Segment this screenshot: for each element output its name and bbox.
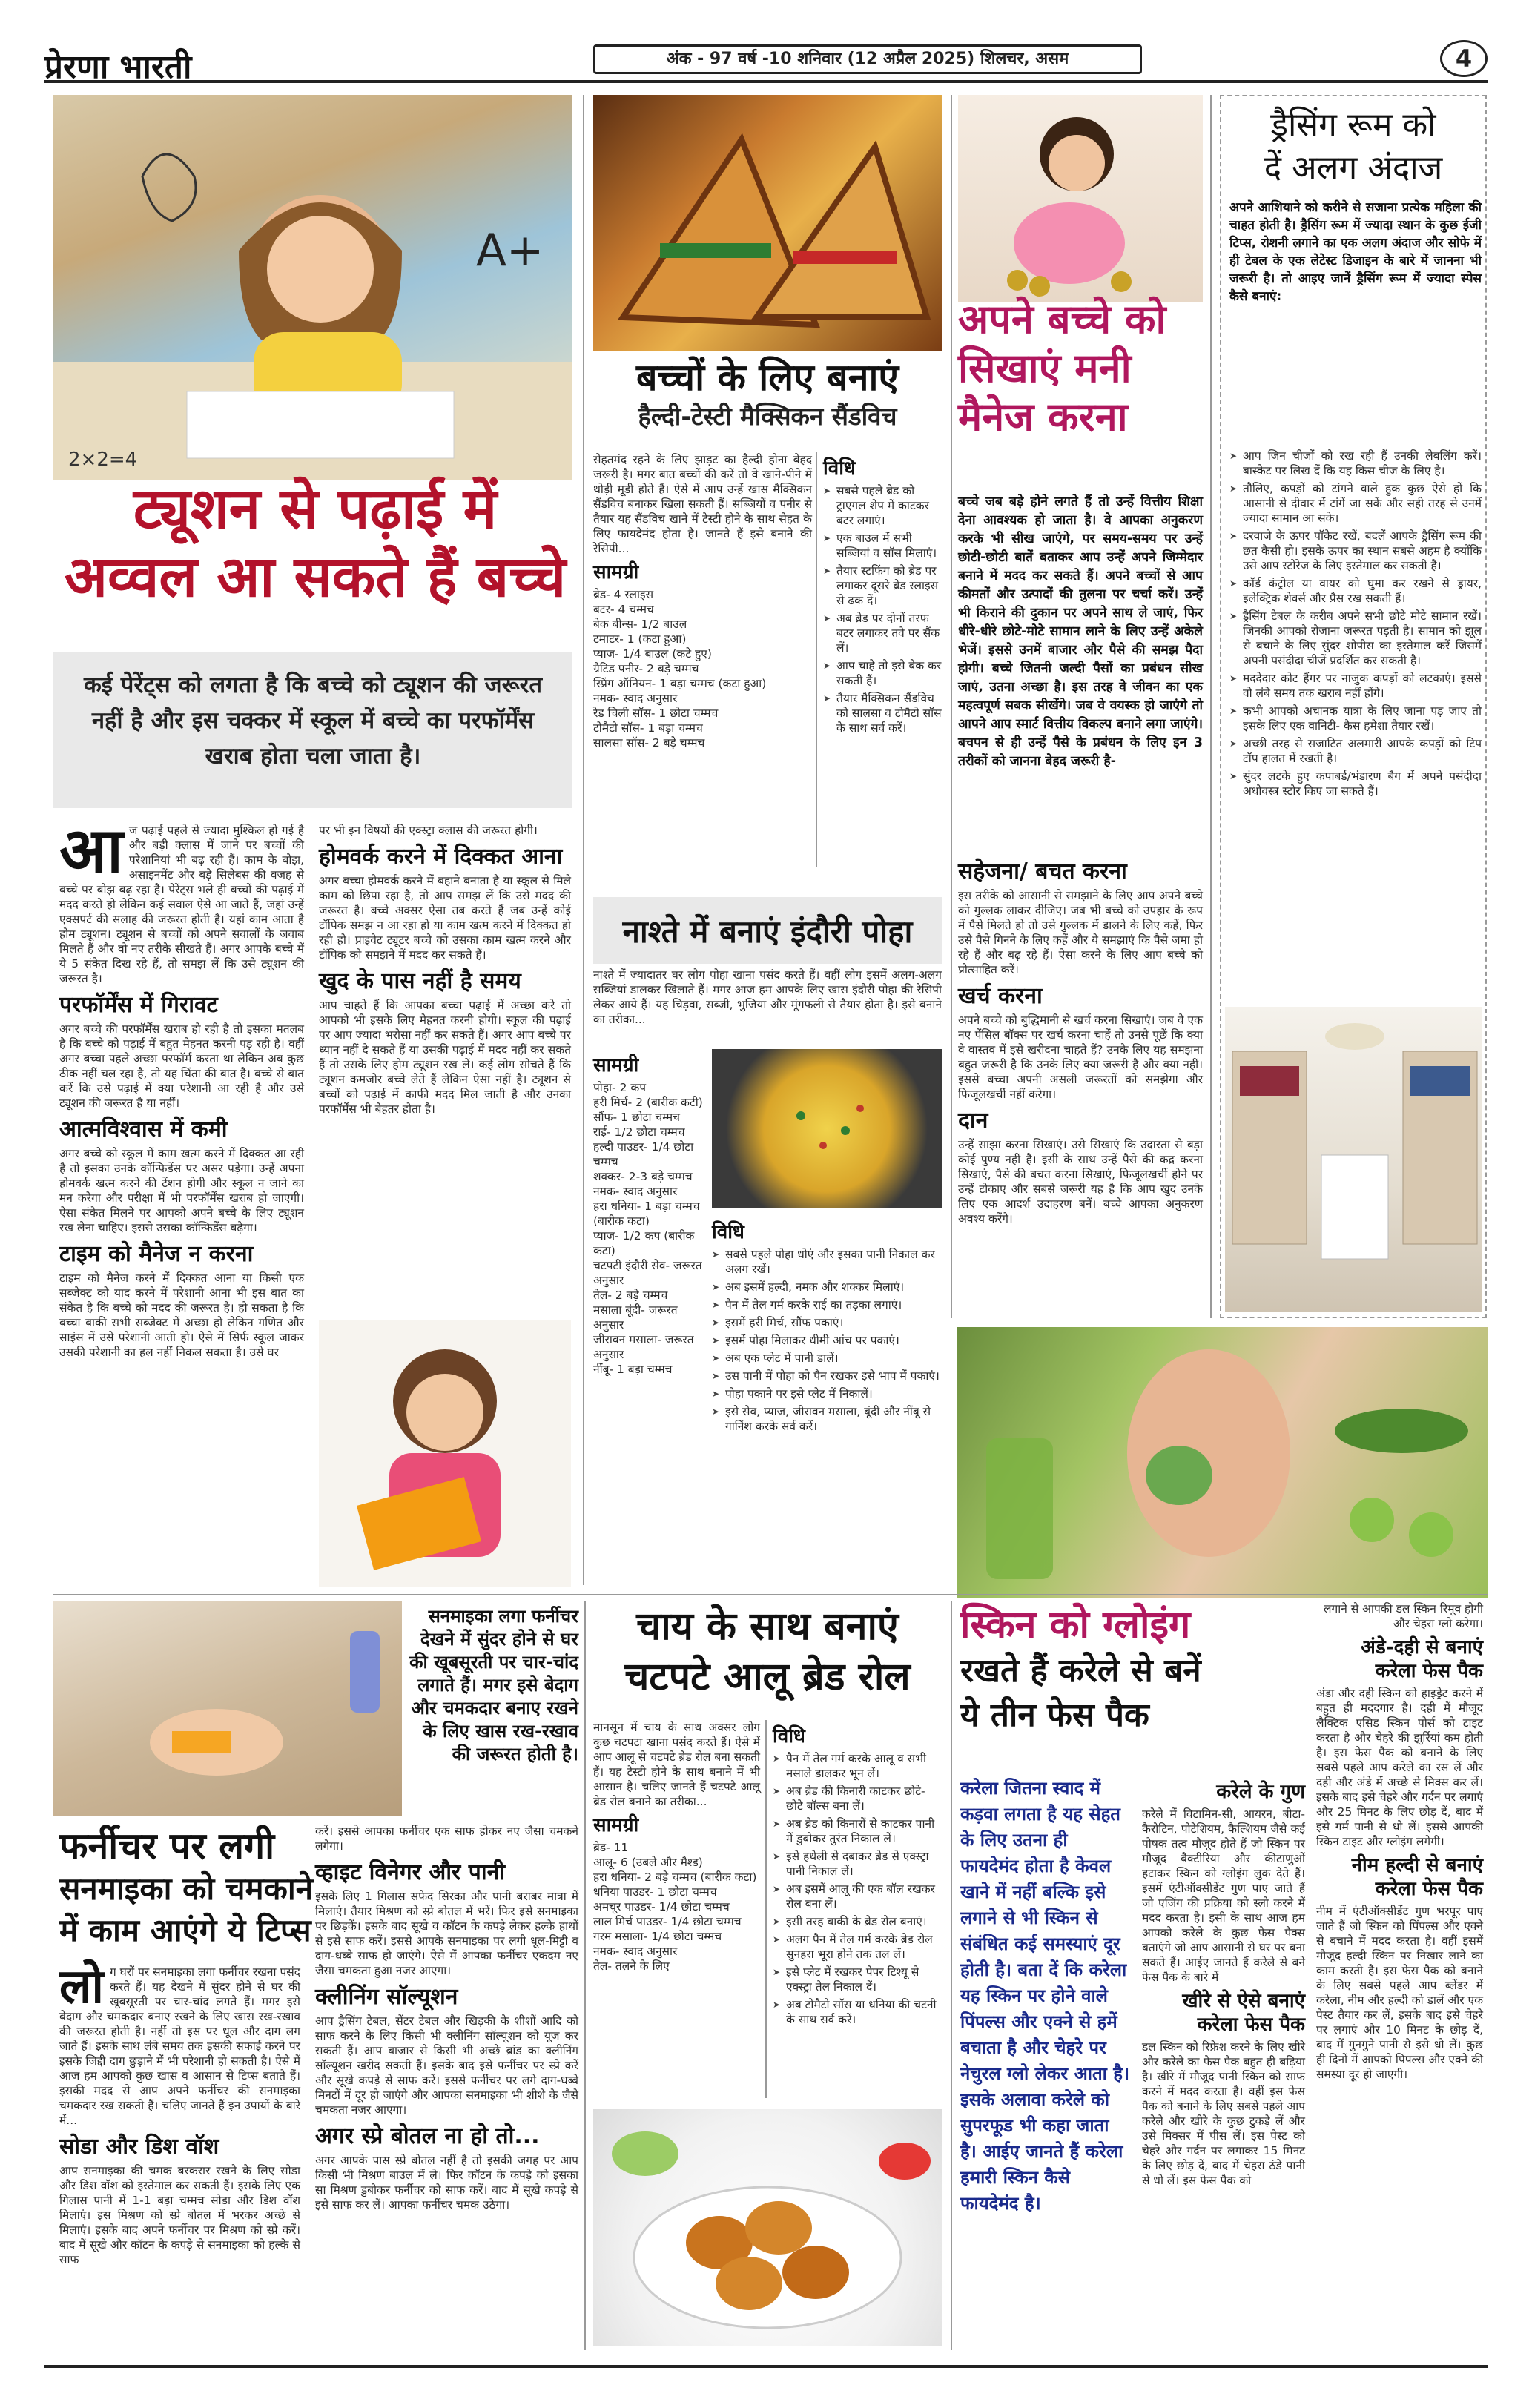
tuition-subhead-confidence: आत्मविश्वास में कमी (59, 1117, 228, 1142)
dressing-tip: ➤ ड्रैसिंग टेबल के करीब अपने सभी छोटे मोटे सामान रखें। जिनकी आपको रोजाना जरूरत पड़ती है। सामान को झूल से बचाने के लिए सुंदर शोपीस का इस्तेमाल करें जिसमें अपनी पसंदीदा चीजें प्रदर्शित कर सकती है। (1229, 609, 1482, 668)
tuition-text-homework: अगर बच्चा होमवर्क करने में बहाने बनाता है या स्कूल से मिले काम को छिपा रहा है, तो आप समझ लें कि उसे मदद की जरूरत है। बच्चे अक्सर ऐसा तब करते हैं जब उन्हें कोई टॉपिक समझ न आ रहा हो या काम खत्म करने में दिक्कत हो रही हो। प्राइवेट ट्यूटर बच्चे को उसका काम खत्म करने और टॉपिक को समझने में मदद कर सकते हैं। (319, 874, 571, 962)
poha-step: ➤ पैन में तेल गर्म करके राई का तड़का लगाएं। (712, 1297, 942, 1312)
skin-subhead-neem: नीम हल्दी से बनाएं करेला फेस पैक (1351, 1854, 1483, 1900)
bread-roll-ingredients: ब्रेड- 11 आलू- 6 (उबले और मैश्ड) हरा धनिया- 2 बड़े चम्मच (बारीक कटा) धनिया पाउडर- 1 छोटा चम्मच अमचूर पाउडर- 1/4 छोटा चम्मच लाल मिर्च पाउडर- 1/4 छोटा चम्मच गरम मसाला- 1/4 छोटा चम्मच नमक- स्वाद अनुसार तेल- तलने के लिए (593, 1841, 757, 1973)
poha-step: ➤ अब इसमें हल्दी, नमक और शक्कर मिलाएं। (712, 1280, 942, 1294)
skin-col3 (1316, 1601, 1483, 2082)
sandwich-step: ➤ सबसे पहले ब्रेड को ट्राएगल शेप में काटकर बटर लगाएं। (823, 483, 942, 528)
page-number: 4 (1440, 40, 1488, 77)
tuition-subhead-no-time: खुद के पास नहीं है समय (319, 968, 521, 994)
poha-photo (712, 1049, 942, 1208)
skin-text-cucumber: डल स्किन को रिफ्रेश करने के लिए खीरे और करेले का फेस पैक बहुत ही बढ़िया है। खीरे में मौजूद पानी स्किन को साफ करने में मदद करता है। वहीं इस फेस पैक को बनाने के लिए सबसे पहले आप करेले और खीरे के कुछ टुकड़े लें और उसे मिक्सर में पीस लें। इस पेस्ट को चेहरे और गर्दन पर लगाकर 15 मिनट के लिए छोड़ दें, बाद में चेहरा ठंडे पानी से धो लें। इस फेस पैक को (1142, 2040, 1305, 2187)
money-headline-line3: मैनेज करना (958, 394, 1128, 440)
furniture-pull-quote: सनमाइका लगा फर्नीचर देखने में सुंदर होने से घर की खूबसूरती पर चार-चांद लगाते हैं। मगर इसे बेदाग और चमकदार बनाए रखने के लिए खास रख-रखाव की जरूरत होती है। (409, 1606, 578, 1764)
bread-roll-step: ➤ पैन में तेल गर्म करके आलू व सभी मसाले डालकर भून लें। (773, 1751, 942, 1781)
svg-text:2×2=4: 2×2=4 (68, 449, 138, 471)
piggy-bank-illustration (958, 95, 1203, 302)
sandwich-ingredients-title: सामग्री (593, 561, 639, 583)
bread-roll-headline (593, 1601, 942, 1702)
sandwich-illustration (593, 95, 942, 351)
furniture-col2-top: करें। इससे आपका फर्नीचर एक साफ होकर नए जैसा चमकने लगेगा। (315, 1825, 578, 1853)
dressing-tip: ➤ कभी आपको अचानक यात्रा के लिए जाना पड़ जाए तो इसके लिए एक वानिटी- कैस हमेशा तैयार रखें। (1229, 704, 1482, 733)
skin-subhead-egg-curd: अंडे-दही से बनाएं करेला फेस पैक (1361, 1636, 1483, 1682)
skin-col3-top: लगाने से आपकी डल स्किन रिमूव होगी और चेहरा ग्लो करेगा। (1323, 1602, 1483, 1630)
skin-text-neem: नीम में एंटीऑक्सीडेंट गुण भरपूर पाए जाते हैं जो स्किन को पिंपल्स और एक्ने से बचाने में मदद करता है। वहीं इसमें मौजूद हल्दी स्किन पर निखार लाने का काम करती है। इस फेस पैक को बनाने के लिए सबसे पहले आप ब्लेंडर में करेला, नीम और हल्दी को डालें और एक पेस्ट तैयार कर लें, इसके बाद इसे चेहरे पर लगाएं और 10 मिनट के छोड़ दें, बाद में गुनगुने पानी से इसे धो लें। कुछ ही दिनों में आपको पिंपल्स और एक्ने की समस्या दूर हो जाएगी। (1316, 1905, 1483, 2081)
dressing-tip: ➤ आप जिन चीजों को रख रही हैं उनकी लेबलिंग करें। बास्केट पर लिख दें कि यह किस चीज के लिए है। (1229, 449, 1482, 478)
skin-text-properties: करेले में विटामिन-सी, आयरन, बीटा-कैरोटिन, पोटेशियम, कैल्शियम जैसे कई पोषक तत्व मौजूद होते हैं जो स्किन पर मौजूद बैक्टीरिया और कीटाणुओं हटाकर स्किन को ग्लोइंग लुक देते हैं। इसमें एंटीऑक्सीडेंट गुण पाए जाते हैं जो एजिंग की प्रक्रिया को स्लो करने में मदद करता है। इसी के साथ आज हम आपको करेले के कुछ फेस पैक्स बताएंगे जो आप आसानी से घर पर बना सकते हैं। आईए जानते हैं करेले से बने फेस पैक के बारे में (1142, 1807, 1305, 1984)
bread-roll-col1 (593, 1720, 760, 1974)
poha-step: ➤ उस पानी में पोहा को पैन रखकर इसे भाप में पकाएं। (712, 1369, 942, 1383)
furniture-intro: ग घरों पर सनमाइका लगा फर्नीचर रखना पसंद करते हैं। यह देखने में सुंदर होने से घर की खूबसूरती पर चार-चांद लगते हैं। मगर इसे बेदाग और चमकदार बनाए रखने के लिए खास रख-रखाव की जरूरत होती है। नहीं तो इस पर धूल और दाग लग जाते हैं। इसके साथ लंबे समय तक इसकी सफाई करने पर इसके जिद्दी दाग छुड़ाने में भी परेशानी हो सकती है। ऐसे में आज हम आपको कुछ खास व आसान से टिप्स बताते हैं। इसकी मदद से आप अपने फर्नीचर की सनमाइका चमकदार रख सकती हैं। चलिए जानते हैं इन उपायों के बारे में... (59, 1965, 300, 2127)
poha-method-title: विधि (712, 1221, 744, 1243)
money-headline-line2: सिखाएं मनी (958, 345, 1132, 391)
skin-subhead-properties: करेले के गुण (1216, 1781, 1305, 1803)
money-text-donation: उन्हें साझा करना सिखाएं। उसे सिखाएं कि उदारता से बड़ा कोई पुण्य नहीं है। इसी के साथ उन्हें पैसे की कद्र करना सिखाएं, पैसे की बचत करना सिखाएं, फिजूलखर्ची होने पर उन्हें टोकाए और सबसे जरूरी यह है कि आप खुद उनके लिए एक आदर्श उदाहरण बनें। बच्चे आपका अनुकरण अवश्य करेंगे। (958, 1138, 1203, 1226)
poha-intro: नाश्ते में ज्यादातर घर लोग पोहा खाना पसंद करते हैं। वहीं लोग इसमें अलग-अलग सब्जियां डालकर खिलाते हैं। मगर आज हम आपके लिए खास इंदौरी पोहा की रेसिपी लेकर आये हैं। यह चिड़वा, सब्जी, भुजिया और मूंगफली से तैयार होता है। इसे बनाने का तरीका... (593, 968, 942, 1026)
sandwich-step: ➤ आप चाहे तो इसे बेक कर सकती हैं। (823, 658, 942, 688)
sandwich-photo (593, 95, 942, 351)
poha-steps (712, 1247, 942, 1434)
dressing-tip: ➤ कॉर्ड कंट्रोल या वायर को घुमा कर रखने से ड्रायर, इलेक्ट्रिक शेवर्स और प्रैस रख सकती हैं। (1229, 576, 1482, 606)
furniture-dropcap: लो (59, 1959, 104, 2014)
tuition-deck-box (53, 652, 572, 808)
dressing-tip: ➤ तौलिए, कपड़ों को टांगने वाले हुक कुछ ऐसे हों कि आसानी से दीवार में टांगें जा सकें और सही तरह से उनमें ज्यादा सामान आ सके। (1229, 481, 1482, 526)
bread-roll-step: ➤ इसी तरह बाकी के ब्रेड रोल बनाएं। (773, 1914, 942, 1929)
bread-roll-headline-line2: चटपटे आलू ब्रेड रोल (624, 1655, 911, 1699)
bread-roll-step: ➤ अब टोमैटो सॉस या धनिया की चटनी के साथ सर्व करें। (773, 1997, 942, 2027)
money-text-spending: अपने बच्चे को बुद्धिमानी से खर्च करना सिखाएं। जब वे एक नए पेंसिल बॉक्स पर खर्च करना चाहें तो उनसे पूछें कि क्या वे वास्तव में इसे खरीदना चाहते हैं? उनके लिए यह समझना बहुत जरूरी है कि उनके लिए क्या जरूरी है और क्या नहीं। इससे बच्चा अपनी असली जरूरतों को समझेगा और फिजूलखर्ची नहीं करेगा। (958, 1013, 1203, 1101)
bread-roll-col2 (773, 1720, 942, 2030)
furniture-text-cleaning: आप ड्रैसिंग टेबल, सेंटर टेबल और खिड़की के शीशों आदि को साफ करने के लिए किसी भी क्लीनिंग सॉल्यूशन को यूज कर सकती हैं। आप बाजार से किसी भी अच्छे ब्रांड का क्लीनिंग सॉल्यूशन खरीद सकती हैं। इसके बाद इसे फर्नीचर पर स्प्रे करें और सूखे कपड़े से साफ करें। इससे फर्नीचर पर लगे दाग-धब्बे मिनटों में दूर हो जाएंगे और आपका सनमाइका भी शीशे के जैसे चमकता नजर आएगा। (315, 2014, 578, 2117)
skin-subhead-cucumber: खीरे से ऐसे बनाएं करेला फेस पैक (1182, 1990, 1305, 2036)
face-pack-photo (957, 1327, 1488, 1598)
poha-header-box (593, 897, 942, 964)
girl-studying-illustration (53, 95, 572, 480)
tuition-subhead-homework: होमवर्क करने में दिक्कत आना (319, 844, 563, 870)
sandwich-step: ➤ तैयार स्टफिंग को ब्रेड पर लगाकर दूसरे ब्रेड स्लाइस से ढक दें। (823, 563, 942, 608)
furniture-text-vinegar: इसके लिए 1 गिलास सफेद सिरका और पानी बराबर मात्रा में मिलाएं। तैयार मिश्रण को स्प्रे बोतल में भरें। फिर इसे सनमाइका पर छिड़कें। इसके बाद सूखे व कॉटन के कपड़े लेकर हल्के हाथों से इसे साफ करें। इससे आपके सनमाइका पर लगी धूल-मिट्टी व दाग-धब्बे साफ हो जाएंगे। ऐसे में आपका फर्नीचर एकदम नए जैसा चमकता हुआ नजर आएगा। (315, 1890, 578, 1977)
tuition-col1 (59, 814, 304, 1360)
furniture-subhead-soda: सोडा और डिश वॉश (59, 2134, 219, 2160)
money-body (958, 853, 1203, 1226)
bread-roll-step: ➤ अब ब्रेड की किनारी काटकर छोटे-छोटे बॉल्स बना लें। (773, 1784, 942, 1813)
tuition-intro: ज पढ़ाई पहले से ज्यादा मुश्किल हो गई है और बड़ी क्लास में जाने पर बच्चों की परेशानियां भी बढ़ रही हैं। काम के बोझ, असाइनमेंट और बड़े सिलेबस की वजह से बच्चे पर बोझ बढ़ रहा है। पेरेंट्स भले ही बच्चों की पढ़ाई में मदद करते हो लेकिन कई सवाल ऐसे आ जाते हैं, जहां उन्हें एक्सपर्ट की सलाह की जरूरत होती है। यहां काम आता है होम ट्यूशन। ट्यूशन से बच्चों को अपने सवालों के जवाब मिलते हैं और वो नए तरीके सीखते हैं। अगर आपके बच्चे में ये 5 संकेत दिख रहे हैं, तो समझ लें कि उसे ट्यूशन की जरूरत है। (59, 824, 304, 985)
poha-illustration (712, 1049, 942, 1208)
poha-step: ➤ इसमें हरी मिर्च, सौंफ पकाएं। (712, 1315, 942, 1330)
furniture-text-no-spray: अगर आपके पास स्प्रे बोतल नहीं है तो इसकी जगह पर आप किसी भी मिश्रण बाउल में ले। फिर कॉटन के कपड़े को इसका सा मिश्रण डुबोकर फर्नीचर को साफ करें। बाद में सूखे कपड़े से इसे साफ कर लें। आपका फर्नीचर चमक उठेगा। (315, 2154, 578, 2212)
furniture-col2 (315, 1824, 578, 2212)
furniture-subhead-cleaning: क्लीनिंग सॉल्यूशन (315, 1984, 458, 2010)
masthead (44, 39, 1488, 86)
money-headline (958, 295, 1203, 442)
dressing-tip: ➤ मददेदार कोट हैंगर पर नाजुक कपड़ों को लटकाएं। इससे वो लंबे समय तक खराब नहीं होंगे। (1229, 671, 1482, 701)
bread-roll-step: ➤ इसे प्लेट में रखकर पेपर टिश्यू से एक्स्ट्रा तेल निकाल दें। (773, 1965, 942, 1994)
svg-text:A+: A+ (476, 225, 544, 277)
poha-step: ➤ पोहा पकाने पर इसे प्लेट में निकालें। (712, 1386, 942, 1401)
sandwich-header (593, 354, 942, 433)
bread-roll-method-title: विधि (773, 1725, 805, 1747)
money-text-saving: इस तरीके को आसानी से समझाने के लिए आप अपने बच्चे को गुल्लक लाकर दीजिए। जब भी बच्चे को उपहार के रूप में पैसे मिलते हो तो उसे गुल्लक में डालने के लिए कहें, फिर उसे पैसे गिनने के लिए कहें और ये समझाएं कि पैसे जमा हो रहे हैं और बढ़ रहे हैं। ऐसा करने के लिए आप बच्चे को प्रोत्साहित करें। (958, 889, 1203, 976)
money-subhead-donation: दान (958, 1108, 988, 1134)
sandwich-steps (823, 483, 942, 735)
dressing-tips-col (1229, 449, 1482, 801)
tuition-dropcap: आ (59, 814, 123, 887)
skin-headline (960, 1601, 1272, 1738)
cleaning-table-photo (53, 1601, 402, 1816)
money-deck: बच्चे जब बड़े होने लगते हैं तो उन्हें वित्तीय शिक्षा देना आवश्यक हो जाता है। वे आपका अनुकरण करके भी सीख जाएंगे, पर समय-समय पर उन्हें छोटी-छोटी बातें बताकर आप उन्हें अपने जिम्मेदार बनाने में मदद कर सकते हैं। अपने बच्चों से आप कीमतों और उत्पादों की तुलना पर चर्चा करें। उन्हें भी किराने की दुकान पर अपने साथ ले जाएं, फिर धीरे-धीरे छोटे-मोटे सामान लाने के लिए उन्हें अकेले भेजें। इससे उनमें बाजार और पैसे की समझ पैदा होगी। बच्चे जितनी जल्दी पैसों का प्रबंधन सीख जाएं, उतना अच्छा है। इस तरह वे जीवन का एक महत्वपूर्ण सबक सीखेंगे। जब वे वयस्क हो जाएंगे तो आपने आप स्मार्ट वित्तीय विकल्प बनाने लगा जाएंगे। बचपन से ही उन्हें पैसे के प्रबंधन के लिए इन 3 तरीकों को जानना बेहद जरूरी है- (958, 494, 1203, 769)
bread-roll-headline-line1: चाय के साथ बनाएं (636, 1604, 899, 1649)
child-piggy-bank-photo (958, 95, 1203, 302)
skin-headline-line2: रखते हैं करेले से बनें (960, 1652, 1201, 1690)
bread-roll-illustration (593, 2109, 942, 2346)
girl-reading-photo (319, 1320, 571, 1587)
sandwich-intro: सेहतमंद रहने के लिए झाड़ट का हैल्दी होना बेहद जरूरी है। मगर बात बच्चों की करें तो वे खाने-पीने में थोड़ी मूडी होते हैं। ऐसे में आप उन्हें खास मैक्सिकन सैंडविच बनाकर खिला सकती हैं। सब्जियों व पनीर से तैयार यह सैंडविच खाने में टेस्टी होने के साथ सेहत के लिए फायदेमंद होता है। जानते हैं इसे बनाने की रेसिपी... (593, 453, 812, 555)
bread-roll-step: ➤ अब ब्रेड को किनारों से काटकर पानी में डुबोकर तुरंत निकाल लें। (773, 1816, 942, 1846)
dateline: अंक - 97 वर्ष -10 शनिवार (12 अप्रैल 2025) शिलचर, असम (593, 44, 1142, 74)
furniture-headline-line1: फर्नीचर पर लगी (59, 1825, 275, 1868)
newspaper-brand: प्रेरणा भारती (44, 48, 192, 86)
tuition-col2 (319, 823, 571, 1117)
poha-ingredients-title: सामग्री (593, 1054, 639, 1076)
dressing-tip: ➤ अच्छी तरह से सजाटित अलमारी आपके कपड़ों को टिप टॉप हालत में रखती है। (1229, 736, 1482, 766)
bread-roll-intro: मानसून में चाय के साथ अक्सर लोग कुछ चटपटा खाना पसंद करते हैं। ऐसे में आप आलू से चटपटे ब्रेड रोल बना सकती हैं। यह टेस्टी होने के साथ बनाने में भी आसान है। चलिए जानते हैं चटपटे आलू ब्रेड रोल बनाने का तरीका... (593, 1721, 760, 1808)
tuition-headline-line1: ट्यूशन से पढ़ाई में (133, 475, 498, 541)
poha-step: ➤ इसे सेव, प्याज, जीरावन मसाला, बूंदी और नींबू से गार्निश करके सर्व करें। (712, 1404, 942, 1434)
tuition-subhead-performance: परफॉर्मेंस में गिरावट (59, 992, 218, 1018)
tuition-col2-top: पर भी इन विषयों की एक्स्ट्रा क्लास की जरूरत होगी। (319, 824, 538, 837)
sandwich-step: ➤ अब ब्रेड पर दोनों तरफ बटर लगाकर तवे पर सैंक लें। (823, 611, 942, 655)
poha-ingredients: पोहा- 2 कप हरी मिर्च- 2 (बारीक कटी) सौंफ- 1 छोटा चम्मच राई- 1/2 छोटा चम्मच हल्दी पाउडर- 1/4 छोटा चम्मच शक्कर- 2-3 बड़े चम्मच नमक- स्वाद अनुसार हरा धनिया- 1 बड़ा चम्मच (बारीक कटा) प्याज- 1/2 कप (बारीक कटा) चटपटी इंदौरी सेव- जरूरत अनुसार तेल- 2 बड़े चम्मच मसाला बूंदी- जरूरत अनुसार जीरावन मसाला- जरूरत अनुसार नींबू- 1 बड़ा चम्मच (593, 1081, 703, 1376)
poha-step: ➤ अब एक प्लेट में पानी डालें। (712, 1351, 942, 1366)
tuition-headline-line2: अव्वल आ सकते हैं बच्चे (64, 543, 567, 609)
furniture-headline-line2: सनमाइका को चमकाने (59, 1870, 314, 1907)
dressing-headline (1224, 104, 1483, 190)
skin-col2 (1142, 1776, 1305, 2188)
poha-step: ➤ सबसे पहले पोहा धोएं और इसका पानी निकाल कर अलग रखें। (712, 1247, 942, 1277)
hand-cleaning-illustration (53, 1601, 402, 1816)
bread-roll-step: ➤ इसे हथेली से दबाकर ब्रेड से एक्स्ट्रा पानी निकाल लें। (773, 1849, 942, 1879)
poha-step: ➤ इसमें पोहा मिलाकर धीमी आंच पर पकाएं। (712, 1333, 942, 1348)
sandwich-subhead: हैल्दी-टेस्टी मैक्सिकन सैंडविच (638, 402, 897, 431)
poha-headline: नाश्ते में बनाएं इंदौरी पोहा (622, 913, 913, 950)
tuition-text-no-time: आप चाहते हैं कि आपका बच्चा पढ़ाई में अच्छा करे तो आपको भी इसके लिए मेहनत करनी होगी। स्कूल की पढ़ाई पर आप ज्यादा भरोसा नहीं कर सकते हैं। अगर आप बच्चे पर ध्यान नहीं दे सकते हैं या उसकी पढ़ाई में मदद नहीं कर सकते हैं तो उसके लिए होम ट्यूशन रख लें। कई लोग सोचते हैं कि ट्यूशन कमजोर बच्चे लेते हैं लेकिन ऐसा नहीं है। ट्यूशन से बच्चों को पढ़ाई में काफी मदद मिल जाती है और उनका परफॉर्मेंस भी बेहतर होता है। (319, 999, 571, 1116)
dressing-room-illustration (1225, 1007, 1482, 1312)
sandwich-col2 (823, 452, 942, 738)
girl-studying-photo (53, 95, 572, 480)
tuition-text-performance: अगर बच्चे की परफॉर्मेंस खराब हो रही है तो इसका मतलब है कि बच्चे को पढ़ाई में बहुत मेहनत करनी पड़ रही है। वहीं अगर बच्चा पहले अच्छा परफॉर्म करता था लेकिन अब कुछ ठीक नहीं चल रहा है, तो यह चिंता की बात है। बच्चे से बात करें कि उसे पढ़ाई में क्या परेशानी आ रही है और उसे ट्यूशन की जरूरत है या नहीं। (59, 1022, 304, 1110)
poha-ingredients-col (593, 1049, 704, 1377)
dressing-tips (1229, 449, 1482, 798)
tuition-deck: कई पेरेंट्स को लगता है कि बच्चे को ट्यूशन की जरूरत नहीं है और इस चक्कर में स्कूल में बच्चे का परफॉर्मेंस खराब होता चला जाता है। (83, 672, 543, 770)
dressing-headline-line2: दें अलग अंदाज (1264, 149, 1443, 187)
furniture-headline-line3: में काम आएंगे ये टिप्स (59, 1912, 311, 1948)
tuition-text-confidence: अगर बच्चे को स्कूल में काम खत्म करने में दिक्कत आ रही है तो इसका उनके कॉन्फिडेंस पर असर पड़ेगा। उन्हें अपना होमवर्क खत्म करने की टेंशन होगी और स्कूल न जाने का मन करेगा और परीक्षा में भी परफॉर्मेंस खराब हो जाएगी। ऐसा संकेत मिलने पर आपको अपने बच्चे के लिए ट्यूशन रख लेना चाहिए। इससे उसका कॉन्फिडेंस बढ़ेगा। (59, 1147, 304, 1234)
skin-text-egg-curd: अंडा और दही स्किन को हाइड्रेट करने में बहुत ही मददगार है। दही में मौजूद लैक्टिक एसिड स्किन पोर्स को टाइट करता है और चेहरे की झुर्रियां कम होती है। इस फेस पैक को बनाने के लिए सबसे पहले आप करेले का रस लें और दही और अंडे में अच्छे से मिक्स कर लें। इसके बाद इसे चेहरे और गर्दन पर लगाएं और 25 मिनट के लिए छोड़ दें, बाद में इसे गर्म पानी से धो लें। इससे आपकी स्किन टाइट और ग्लोइंग लगेगी। (1316, 1687, 1483, 1848)
sandwich-headline: बच्चों के लिए बनाएं (635, 356, 899, 399)
bitter-gourd-face-pack-illustration (957, 1327, 1488, 1598)
bread-roll-ingredients-title: सामग्री (593, 1814, 639, 1836)
dressing-room-photo (1225, 1007, 1482, 1312)
furniture-subhead-no-spray: अगर स्प्रे बोतल ना हो तो... (315, 2123, 540, 2149)
poha-method-col (712, 1216, 942, 1437)
sandwich-ingredients: ब्रेड- 4 स्लाइस बटर- 4 चम्मच बेक बीन्स- 1/2 बाउल टमाटर- 1 (कटा हुआ) प्याज- 1/4 बाउल (कटे हुए) ग्रैटिड पनीर- 2 बड़े चम्मच स्प्रिंग ऑनियन- 1 बड़ा चम्मच (कटा हुआ) नमक- स्वाद अनुसार रेड चिली सॉस- 1 छोटा चम्मच टोमैटो सॉस- 1 बड़ा चम्मच सालसा सॉस- 2 बड़े चम्मच (593, 588, 767, 750)
skin-deck: करेला जितना स्वाद में कड़वा लगता है यह सेहत के लिए उतना ही फायदेमंद होता है केवल खाने में नहीं बल्कि इसे लगाने से भी स्किन से संबंधित कई समस्याएं दूर होती है। बता दें कि करेला यह स्किन पर होने वाले पिंपल्स और एक्ने से हमें बचाता है और चेहरे पर नेचुरल ग्लो लेकर आता है। इसके अलावा करेले को सुपरफूड भी कहा जाता है। आईए जानते हैं करेला हमारी स्किन कैसे फायदेमंद है। (960, 1778, 1130, 2214)
furniture-text-soda: आप सनमाइका की चमक बरकरार रखने के लिए सोडा और डिश वॉश को इस्तेमाल कर सकती हैं। इसके लिए एक गिलास पानी में 1-1 बड़ा चम्मच सोडा और डिश वॉश मिलाएं। इस मिश्रण को स्प्रे बोतल में भरकर अच्छे से मिलाएं। इसके बाद अपने फर्नीचर पर मिश्रण को स्प्रे करें। बाद में सूखे और कॉटन के कपड़े से सनमाइका को हल्के से साफ (59, 2164, 300, 2266)
money-headline-line1: अपने बच्चे को (958, 296, 1166, 343)
dressing-deck: अपने आशियाने को करीने से सजाना प्रत्येक महिला की चाहत होती है। ड्रैसिंग रूम में ज्यादा स्थान के कुछ ईजी टिप्स, रोशनी लगाने का एक अलग अंदाज और सोफे में ही टेबल के एक लेटेस्ट डिजाइन के बारे में जानना भी जरूरी है। तो आइए जानें ड्रैसिंग रूम में ज्यादा स्पेस कैसे बनाएं: (1229, 200, 1482, 304)
girl-reading-illustration (319, 1320, 571, 1587)
tuition-headline (59, 474, 571, 611)
furniture-subhead-vinegar: व्हाइट विनेगर और पानी (315, 1859, 506, 1885)
skin-headline-line3: ये तीन फेस पैक (960, 1696, 1149, 1734)
money-subhead-spending: खर्च करना (958, 983, 1043, 1009)
furniture-col1 (59, 1959, 300, 2267)
dressing-tip: ➤ सुंदर लटके हुए कपाबर्ड/भंडारण बैग में अपने पसंदीदा अधोवस्त्र स्टोर किए जा सकते हैं। (1229, 769, 1482, 798)
bread-roll-step: ➤ अब इसमें आलू की एक बॉल रखकर रोल बना लें। (773, 1882, 942, 1911)
sandwich-method-title: विधि (823, 457, 856, 480)
sandwich-col1 (593, 452, 812, 750)
tuition-text-time: टाइम को मैनेज करने में दिक्कत आना या किसी एक सब्जेक्ट को याद करने में परेशानी आना भी इस बात का संकेत है कि बच्चे को मदद की जरूरत है। हो सकता है कि बच्चा बाकी सभी सब्जेक्ट में अच्छा हो लेकिन गणित और साइंस में उसे परेशानी आती हो। ऐसे में सिर्फ स्कूल जाकर उसकी परेशानी का हल नहीं निकल सकता है। उसे घर (59, 1271, 304, 1359)
money-subhead-saving: सहेजना/ बचत करना (958, 859, 1127, 884)
dressing-headline-line1: ड्रैसिंग रूम को (1270, 106, 1436, 144)
sandwich-step: ➤ एक बाउल में सभी सब्जियां व सॉस मिलाएं। (823, 531, 942, 560)
tuition-subhead-time: टाइम को मैनेज न करना (59, 1241, 254, 1267)
skin-headline-line1: स्किन को ग्लोइंग (960, 1603, 1191, 1647)
bread-roll-photo (593, 2109, 942, 2346)
bread-roll-step: ➤ अलग पैन में तेल गर्म करके ब्रेड रोल सुनहरा भूरा होने तक तल लें। (773, 1932, 942, 1962)
dressing-tip: ➤ दरवाजे के ऊपर पॉकेट रखें, बदलें आपके ड्रैसिंग रूम की छत कैसी हो। इसके ऊपर का स्थान सबसे अहम है क्योंकि उसे आप स्टोरेज के लिए इस्तेमाल कर सकती है। (1229, 529, 1482, 573)
sandwich-step: ➤ तैयार मैक्सिकन सैंडविच को सालसा व टोमैटो सॉस के साथ सर्व करें। (823, 691, 942, 735)
bread-roll-steps (773, 1751, 942, 2027)
